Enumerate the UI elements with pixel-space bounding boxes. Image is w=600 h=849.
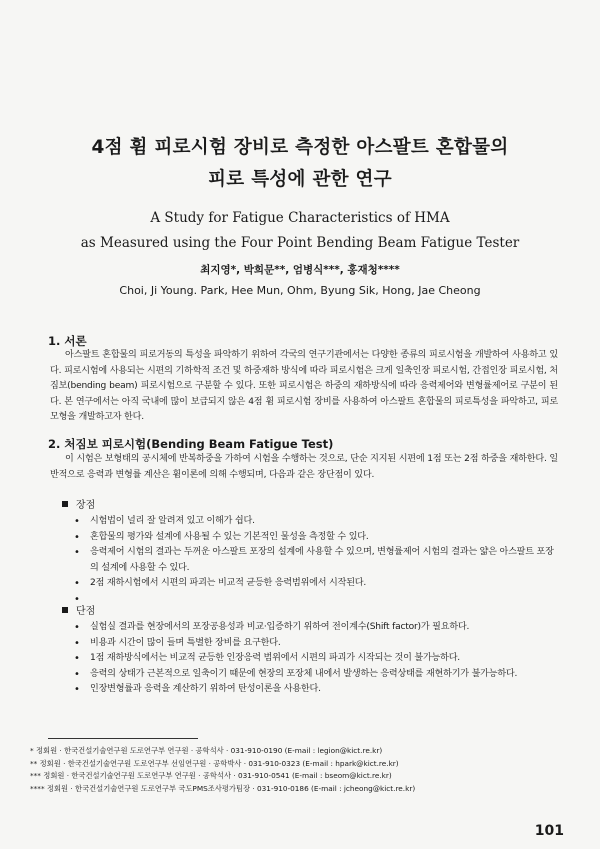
korean-title-line-1: 4점 휨 피로시험 장비로 측정한 아스팔트 혼합물의 <box>91 137 509 158</box>
bullet-dot-icon: • <box>74 531 80 543</box>
list-item <box>72 620 560 636</box>
authors-korean: 최지영*, 박희문**, 엄병식***, 홍재청**** <box>200 264 400 276</box>
list-item <box>72 530 560 546</box>
disadvantage-item-4: 응력의 상태가 근본적으로 일축이기 때문에 현장의 포장체 내에서 발생하는 응력상태를 재현하기가 불가능하다. <box>90 668 518 679</box>
advantage-item-4: 2점 재하시험에서 시편의 파괴는 비교적 균등한 응력범위에서 시작된다. <box>90 578 367 588</box>
english-title <box>30 206 570 256</box>
advantage-item-3: 응력제어 시험의 결과는 두꺼운 아스팔트 포장의 설계에 사용할 수 있으며, 변형률제어 시험의 결과는 얇은 아스팔트 포장의 설계에 사용할 수 있다. <box>90 547 554 573</box>
bullet-dot-icon: • <box>74 578 80 589</box>
bullet-dot-icon: • <box>74 668 80 680</box>
advantages-heading <box>62 499 95 513</box>
bullet-dot-icon: • <box>74 547 80 558</box>
bullet-dot-icon: • <box>74 593 80 605</box>
list-item <box>72 682 560 698</box>
disadvantages-list <box>72 620 560 698</box>
bullet-dot-icon: • <box>74 637 80 649</box>
english-title-line-2: as Measured using the Four Point Bending Beam Fatigue Tester <box>80 235 520 251</box>
disadvantages-heading <box>62 605 95 619</box>
introduction-paragraph: 아스팔트 혼합물의 피로거동의 특성을 파악하기 위하여 각국의 연구기관에서는 다양한 종류의 피로시험을 개발하여 사용하고 있다. 피로시험에 사용되는 시편의 기하학적 조건 및 하중재하 방식에 따라 피로시험은 크게 일축인장 피로시험, 간접인장 피로시험, 처짐보(bending beam) 피로시험으로 구분할 수 있다. 또한 피로시험은 하중의 재하방식에 따라 응력제어와 변형률제어로 구분이 된다. 본 연구에서는 아직 국내에 많이 보급되지 않은 4점 휨 피로시험 장비를 사용하여 아스팔트 혼합물의 피로특성을 파악하고, 피로모형을 개발하고자 한다. <box>50 350 558 422</box>
advantage-item-1: 시험법이 널리 잘 알려져 있고 이해가 쉽다. <box>90 516 255 526</box>
section-heading-bending-beam: 2. 처짐보 피로시험(Bending Beam Fatigue Test) <box>48 437 334 451</box>
bullet-dot-icon: • <box>74 653 80 664</box>
advantages-list <box>72 514 560 605</box>
list-item <box>72 576 560 592</box>
korean-title-line-2: 피로 특성에 관한 연구 <box>208 169 392 190</box>
english-title-line-1: A Study for Fatigue Characteristics of HMA <box>150 210 450 226</box>
list-item <box>72 651 560 667</box>
footnote-2: ** 정회원 · 한국건설기술연구원 도로연구부 선임연구원 · 공학박사 · 031-910-0323 (E-mail : hpark@kict.re.kr) <box>30 758 399 768</box>
list-item <box>72 636 560 652</box>
disadvantage-item-2: 비용과 시간이 많이 들며 특별한 장비를 요구한다. <box>90 637 281 648</box>
disadvantages-label: 단점 <box>76 606 96 617</box>
disadvantage-item-5: 인장변형률과 응력을 계산하기 위하여 탄성이론을 사용한다. <box>90 684 321 694</box>
korean-title <box>40 132 560 196</box>
advantage-item-2: 혼합물의 평가와 설계에 사용될 수 있는 기본적인 물성을 측정할 수 있다. <box>90 531 369 542</box>
bending-beam-paragraph: 이 시험은 보형태의 공시체에 반복하중을 가하여 시험을 수행하는 것으로, 단순 지지된 시편에 1점 또는 2점 하중을 재하한다. 일반적으로 응력과 변형률 계산은 휨이론에 의해 수행되며, 다음과 같은 장단점이 있다. <box>50 454 558 480</box>
list-item <box>72 545 560 576</box>
bullet-dot-icon: • <box>74 516 80 527</box>
disadvantage-item-1: 실험실 결과를 현장에서의 포장공용성과 비교·입증하기 위하여 전이계수(Shift factor)가 필요하다. <box>90 622 470 632</box>
page-number: 101 <box>534 823 564 839</box>
section-heading-introduction: 1. 서론 <box>48 334 87 348</box>
bullet-dot-icon: • <box>74 684 80 695</box>
footnote-3: *** 정회원 · 한국건설기술연구원 도로연구부 연구원 · 공학석사 · 031-910-0541 (E-mail : bseom@kict.re.kr) <box>30 771 392 780</box>
footnotes <box>30 745 550 795</box>
advantages-label: 장점 <box>76 500 96 511</box>
square-bullet-icon <box>62 501 68 507</box>
bullet-dot-icon: • <box>74 622 80 633</box>
footnote-divider <box>48 738 198 739</box>
square-bullet-icon <box>62 607 68 613</box>
footnote-4: **** 정회원 · 한국건설기술연구원 도로연구부 국도PMS조사평가팀장 · 031-910-0186 (E-mail : jcheong@kict.re.kr) <box>30 783 416 793</box>
list-item <box>72 514 560 530</box>
list-item <box>72 667 560 683</box>
disadvantage-item-3: 1점 재하방식에서는 비교적 균등한 인장응력 범위에서 시편의 파괴가 시작되는 것이 불가능하다. <box>90 653 460 663</box>
footnote-1: * 정회원 · 한국건설기술연구원 도로연구부 연구원 · 공학석사 · 031-910-0190 (E-mail : legion@kict.re.kr) <box>30 746 383 755</box>
authors-english: Choi, Ji Young. Park, Hee Mun, Ohm, Byung Sik, Hong, Jae Cheong <box>119 284 481 297</box>
